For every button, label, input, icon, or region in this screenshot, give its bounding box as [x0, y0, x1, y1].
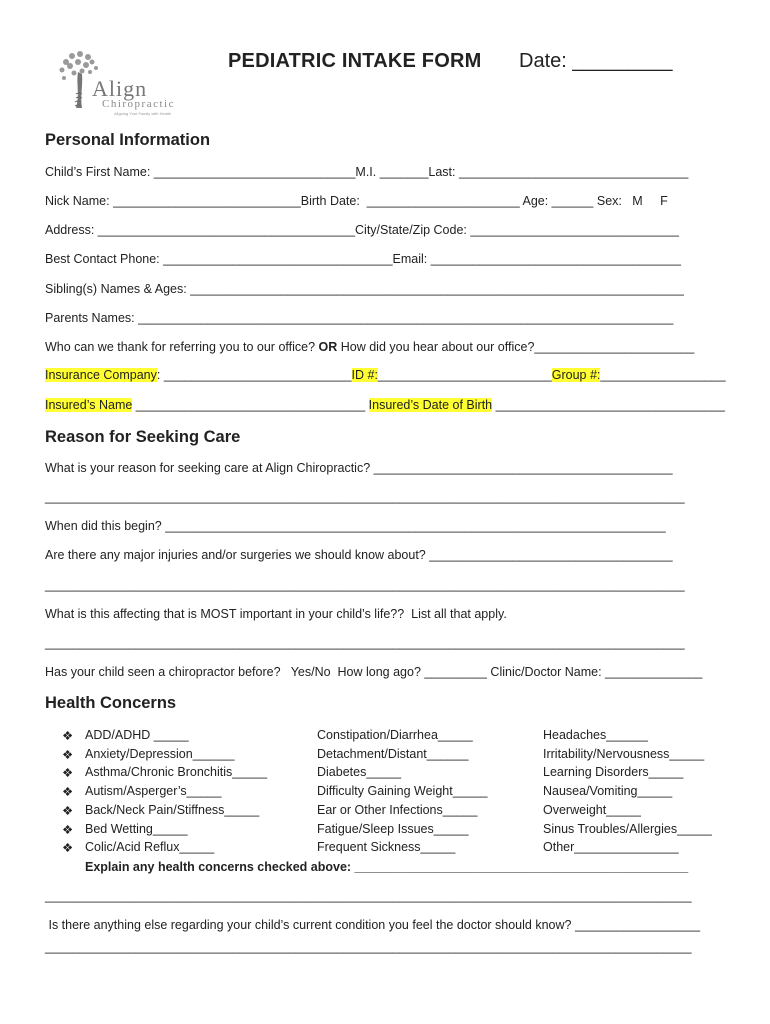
- insured-dob-label: Insured’s Date of Birth: [368, 398, 493, 412]
- diamond-bullet-icon: ❖: [62, 841, 74, 856]
- diamond-bullet-icon: ❖: [62, 747, 74, 762]
- form-title: PEDIATRIC INTAKE FORM: [228, 50, 482, 72]
- health-concern-item[interactable]: Bed Wetting_____: [85, 821, 188, 836]
- insurance-row[interactable]: Insurance Company: ___________________________ID #:_________________________Group #:__________________: [45, 368, 726, 382]
- referral-field[interactable]: Who can we thank for referring you to our office? OR How did you hear about our office?_______________________: [45, 340, 695, 354]
- health-concern-item[interactable]: Diabetes_____: [317, 765, 402, 780]
- impact-field[interactable]: ____________________________________________________________________________________________: [45, 636, 685, 650]
- insured-row[interactable]: Insured’s Name _________________________________ Insured’s Date of Birth _________________________________: [45, 398, 726, 412]
- diamond-bullet-icon: ❖: [62, 822, 74, 837]
- insurance-group-label: Group #:: [551, 368, 601, 382]
- align-logo: [52, 48, 180, 120]
- reason-line-2[interactable]: ____________________________________________________________________________________________: [45, 490, 685, 504]
- impact-question: What is this affecting that is MOST important in your child’s life?? List all that apply.: [45, 607, 507, 621]
- child-name-field[interactable]: Child’s First Name: _____________________________M.I. _______Last: _________________________________: [45, 165, 689, 179]
- onset-field[interactable]: When did this begin? ________________________________________________________________________: [45, 519, 666, 533]
- health-concern-item[interactable]: Back/Neck Pain/Stiffness_____: [85, 802, 260, 817]
- health-concern-item[interactable]: Colic/Acid Reflux_____: [85, 840, 215, 855]
- health-concern-item[interactable]: Asthma/Chronic Bronchitis_____: [85, 765, 268, 780]
- reason-field[interactable]: What is your reason for seeking care at Align Chiropractic? ___________________________________________: [45, 461, 673, 475]
- diamond-bullet-icon: ❖: [62, 785, 74, 800]
- health-concern-item[interactable]: Other_______________: [543, 840, 679, 855]
- anything-else-field[interactable]: Is there anything else regarding your child’s current condition you feel the doctor should know? __________________: [45, 918, 701, 932]
- address-field[interactable]: Address: _____________________________________City/State/Zip Code: ______________________________: [45, 223, 679, 237]
- injuries-line-2[interactable]: ____________________________________________________________________________________________: [45, 578, 685, 592]
- health-concern-item[interactable]: Sinus Troubles/Allergies_____: [543, 821, 712, 836]
- health-concern-item[interactable]: Fatigue/Sleep Issues_____: [317, 821, 469, 836]
- phone-email-field[interactable]: Best Contact Phone: _________________________________Email: ____________________________________: [45, 252, 682, 266]
- health-concern-item[interactable]: Autism/Asperger’s_____: [85, 784, 222, 799]
- health-concern-item[interactable]: Irritability/Nervousness_____: [543, 746, 705, 761]
- logo-tagline: Aligning Your Family with Health: [114, 111, 172, 116]
- anything-else-line-2[interactable]: _____________________________________________________________________________________________: [45, 940, 692, 954]
- health-concern-item[interactable]: Constipation/Diarrhea_____: [317, 728, 473, 742]
- insurance-company-label: Insurance Company: [45, 368, 157, 382]
- insured-name-label: Insured’s Name: [45, 398, 133, 412]
- date-field[interactable]: Date: _________: [519, 50, 673, 72]
- nickname-birthdate-field[interactable]: Nick Name: ___________________________Birth Date: ______________________ Age: ______ Sex: M F: [45, 194, 668, 208]
- health-concern-item[interactable]: Nausea/Vomiting_____: [543, 784, 673, 799]
- section-heading-personal: Personal Information: [45, 131, 211, 149]
- section-heading-health: Health Concerns: [45, 694, 177, 712]
- diamond-bullet-icon: ❖: [62, 729, 74, 743]
- health-concern-item[interactable]: Learning Disorders_____: [543, 765, 684, 780]
- health-concern-item[interactable]: Frequent Sickness_____: [317, 840, 456, 855]
- injuries-field[interactable]: Are there any major injuries and/or surgeries we should know about? ___________________________________: [45, 548, 673, 562]
- health-concern-item[interactable]: ADD/ADHD _____: [85, 728, 189, 742]
- parents-field[interactable]: Parents Names: _____________________________________________________________________________: [45, 311, 674, 325]
- health-concern-item[interactable]: Detachment/Distant______: [317, 746, 469, 761]
- logo-wordmark: Align: [92, 76, 148, 101]
- logo-subtitle: Chiropractic: [102, 98, 175, 110]
- explain-field[interactable]: Explain any health concerns checked above: ________________________________________________: [85, 860, 689, 874]
- diamond-bullet-icon: ❖: [62, 766, 74, 781]
- health-concern-item[interactable]: Overweight_____: [543, 802, 641, 817]
- siblings-field[interactable]: Sibling(s) Names & Ages: _______________________________________________________________________: [45, 282, 684, 296]
- health-concern-item[interactable]: Difficulty Gaining Weight_____: [317, 784, 488, 799]
- section-heading-care: Reason for Seeking Care: [45, 428, 241, 446]
- health-concern-item[interactable]: Anxiety/Depression______: [85, 746, 235, 761]
- insurance-id-label: ID #:: [351, 368, 378, 382]
- health-concern-item[interactable]: Ear or Other Infections_____: [317, 802, 478, 817]
- prior-chiro-field[interactable]: Has your child seen a chiropractor before? Yes/No How long ago? _________ Clinic/Doctor Name: ______________: [45, 665, 703, 679]
- diamond-bullet-icon: ❖: [62, 803, 74, 818]
- health-concern-item[interactable]: Headaches______: [543, 728, 648, 742]
- explain-line-2[interactable]: _____________________________________________________________________________________________: [45, 889, 692, 903]
